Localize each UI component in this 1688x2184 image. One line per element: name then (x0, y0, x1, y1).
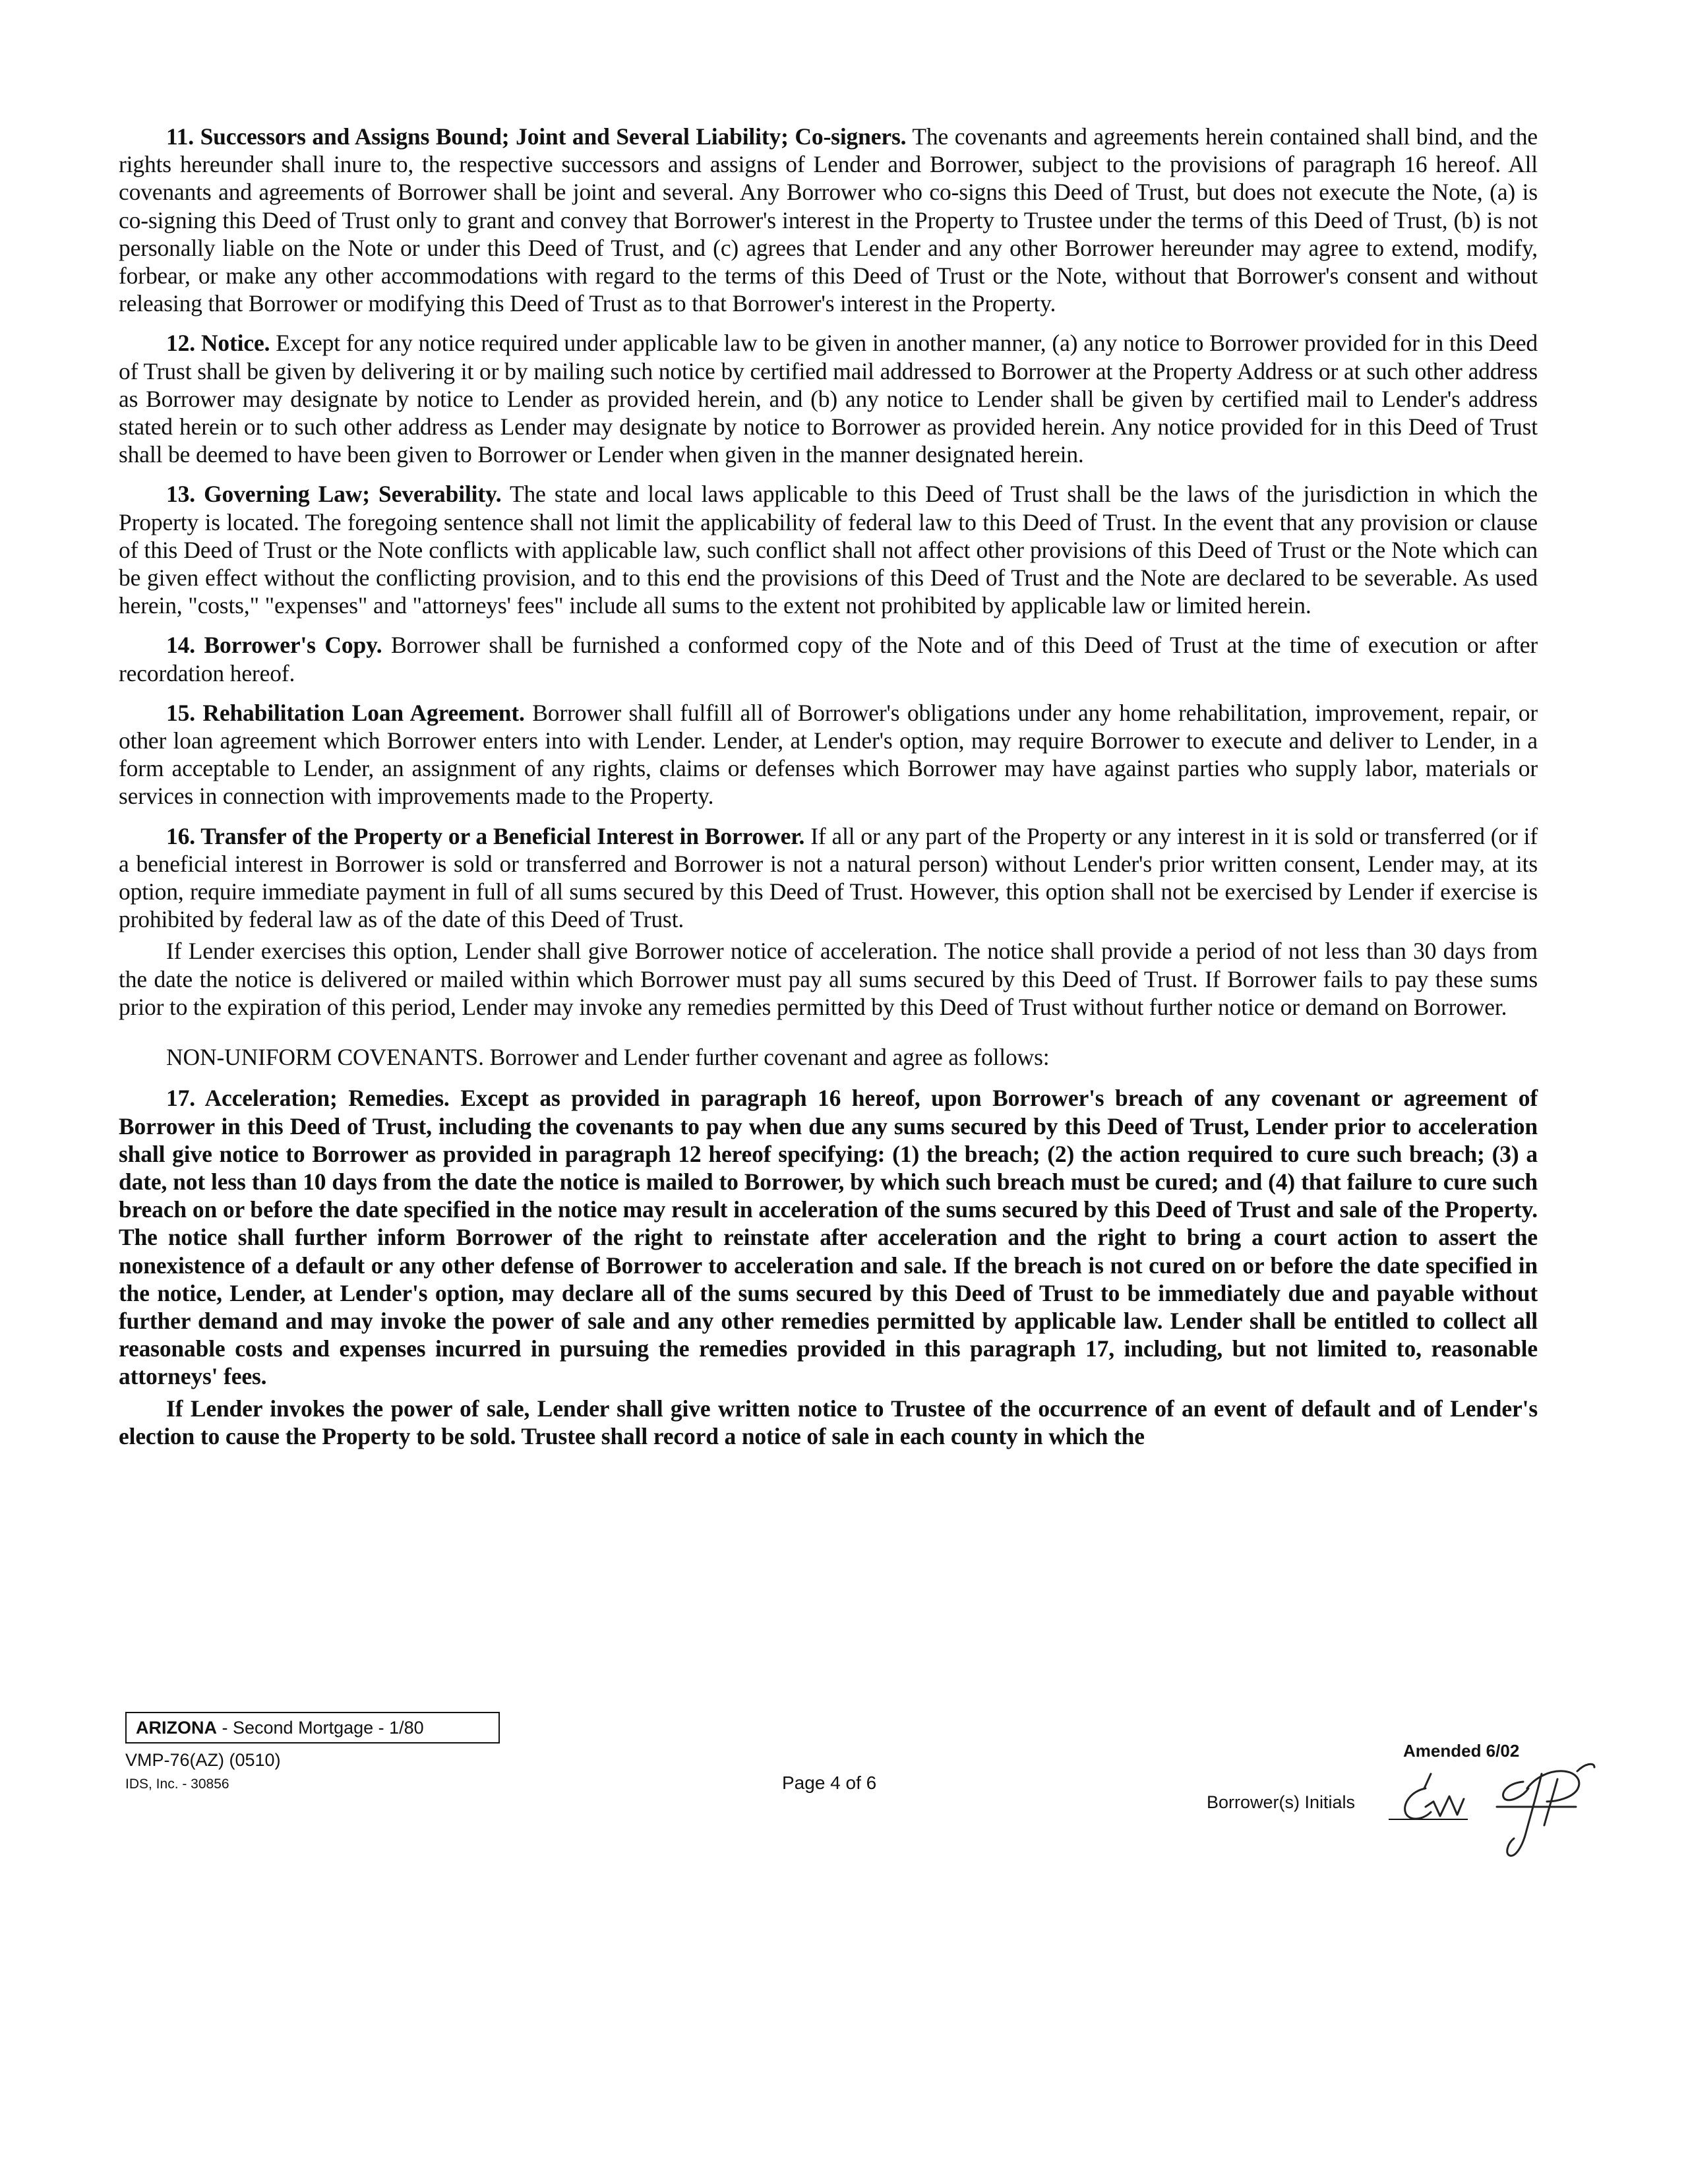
paragraph-11-body: The covenants and agreements herein contained shall bind, and the rights hereunder shall inure to, the respective successors and assigns of Lender and Borrower, subject to the provisions of paragraph 16 hereof. All covenants and agreements of Borrower shall be joint and several. Any Borrower who co-signs this Deed of Trust, but does not execute the Note, (a) is co-signing this Deed of Trust only to grant and convey that Borrower's interest in the Property to Trustee under the terms of this Deed of Trust, (b) is not personally liable on the Note or under this Deed of Trust, and (c) agrees that Lender and any other Borrower hereunder may agree to extend, modify, forbear, or make any other accommodations with regard to the terms of this Deed of Trust or the Note, without that Borrower's consent and without releasing that Borrower or modifying this Deed of Trust as to that Borrower's interest in the Property. (119, 123, 1538, 317)
paragraph-12-body: Except for any notice required under applicable law to be given in another manner, (a) any notice to Borrower provided for in this Deed of Trust shall be given by delivering it or by mailing such notice by certified mail addressed to Borrower at the Property Address or at such other address as Borrower may designate by notice to Lender as provided herein, and (b) any notice to Lender shall be given by certified mail to Lender's address stated herein or to such other address as Lender may designate by notice to Borrower as provided herein. Any notice provided for in this Deed of Trust shall be deemed to have been given to Borrower or Lender when given in the manner designated herein. (119, 330, 1538, 468)
paragraph-12 (119, 329, 1538, 468)
paragraph-12-heading: 12. Notice. (166, 330, 270, 357)
form-title: - Second Mortgage - 1/80 (217, 1718, 424, 1738)
paragraph-11 (119, 123, 1538, 317)
paragraph-16-heading: 16. Transfer of the Property or a Beneficial Interest in Borrower. (166, 822, 805, 849)
amended-date: Amended 6/02 (1403, 1741, 1520, 1761)
paragraph-16-continued: If Lender exercises this option, Lender shall give Borrower notice of acceleration. The notice shall provide a period of not less than 30 days from the date the notice is delivered or mailed within which Borrower must pay all sums secured by this Deed of Trust. If Borrower fails to pay these sums prior to the expiration of this period, Lender may invoke any remedies permitted by this Deed of Trust without further notice or demand on Borrower. (119, 938, 1538, 1020)
paragraph-16-body: If all or any part of the Property or any interest in it is sold or transferred (or if a beneficial interest in Borrower is sold or transferred and Borrower is not a natural person) without Lender's prior written consent, Lender may, at its option, require immediate payment in full of all sums secured by this Deed of Trust. However, this option shall not be exercised by Lender if exercise is prohibited by federal law as of the date of this Deed of Trust. (119, 822, 1538, 933)
handwritten-initials-icon (1385, 1728, 1596, 1873)
paragraph-16 (119, 822, 1538, 934)
paragraph-14 (119, 631, 1538, 686)
non-uniform-covenants: NON-UNIFORM COVENANTS. Borrower and Lender further covenant and agree as follows: (166, 1044, 1050, 1071)
form-state: ARIZONA (136, 1718, 217, 1738)
paragraph-17: 17. Acceleration; Remedies. Except as provided in paragraph 16 hereof, upon Borrower's breach of any covenant or agreement of Borrower in this Deed of Trust, including the covenants to pay when due any sums secured by this Deed of Trust, Lender prior to acceleration shall give notice to Borrower as provided in paragraph 12 hereof specifying: (1) the breach; (2) the action required to cure such breach; (3) a date, not less than 10 days from the date the notice is mailed to Borrower, by which such breach must be cured; and (4) that failure to cure such breach on or before the date specified in the notice may result in acceleration of the sums secured by this Deed of Trust and sale of the Property. The notice shall further inform Borrower of the right to reinstate after acceleration and the right to bring a court action to assert the nonexistence of a default or any other defense of Borrower to acceleration and sale. If the breach is not cured on or before the date specified in the notice, Lender, at Lender's option, may declare all of the sums secured by this Deed of Trust to be immediately due and payable without further demand and may invoke the power of sale and any other remedies permitted by applicable law. Lender shall be entitled to collect all reasonable costs and expenses incurred in pursuing the remedies provided in this paragraph 17, including, but not limited to, reasonable attorneys' fees. (119, 1085, 1538, 1390)
form-code: VMP-76(AZ) (0510) (125, 1750, 281, 1770)
borrower-initials-label: Borrower(s) Initials (1207, 1792, 1356, 1812)
document-body (119, 123, 1538, 1462)
paragraph-14-heading: 14. Borrower's Copy. (166, 632, 382, 659)
paragraph-14-body: Borrower shall be furnished a conformed copy of the Note and of this Deed of Trust at the time of execution or after recordation hereof. (119, 632, 1538, 686)
vendor-code: IDS, Inc. - 30856 (125, 1776, 229, 1792)
paragraph-11-heading: 11. Successors and Assigns Bound; Joint and Several Liability; Co-signers. (166, 123, 907, 150)
paragraph-13-heading: 13. Governing Law; Severability. (166, 481, 502, 508)
form-title-box (125, 1712, 500, 1744)
paragraph-13 (119, 480, 1538, 619)
paragraph-15 (119, 699, 1538, 810)
paragraph-17-continued: If Lender invokes the power of sale, Lender shall give written notice to Trustee of the occurrence of an event of default and of Lender's election to cause the Property to be sold. Trustee shall record a notice of sale in each county in which the (119, 1395, 1538, 1449)
paragraph-15-heading: 15. Rehabilitation Loan Agreement. (166, 699, 525, 726)
paragraph-13-body: The state and local laws applicable to this Deed of Trust shall be the laws of the jurisdiction in which the Property is located. The foregoing sentence shall not limit the applicability of federal law to this Deed of Trust. In the event that any provision or clause of this Deed of Trust or the Note conflicts with applicable law, such conflict shall not affect other provisions of this Deed of Trust or the Note which can be given effect without the conflicting provision, and to this end the provisions of this Deed of Trust and the Note are declared to be severable. As used herein, "costs," "expenses" and "attorneys' fees" include all sums to the extent not prohibited by applicable law or limited herein. (119, 481, 1538, 619)
paragraph-15-body: Borrower shall fulfill all of Borrower's obligations under any home rehabilitation, improvement, repair, or other loan agreement which Borrower enters into with Lender. Lender, at Lender's option, may require Borrower to execute and deliver to Lender, in a form acceptable to Lender, an assignment of any rights, claims or defenses which Borrower may have against parties who supply labor, materials or services in connection with improvements made to the Property. (119, 699, 1538, 810)
page-number: Page 4 of 6 (782, 1773, 877, 1793)
